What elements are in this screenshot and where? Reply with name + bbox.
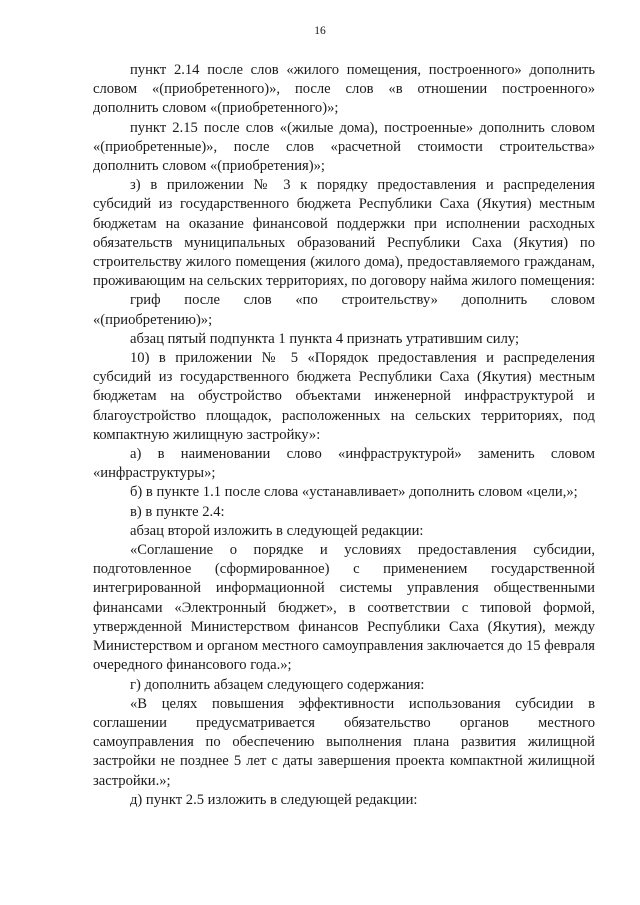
paragraph: абзац пятый подпункта 1 пункта 4 признать утратившим силу;	[130, 330, 520, 347]
paragraph: «В целях повышения эффективности использования субсидии в соглашении предусматривается обязательство органов местного самоуправления по обеспечению выполнения плана развития жилищной застройки не позднее 5 лет с даты завершения проекта компактной жилищной застройки.»;	[93, 695, 595, 789]
paragraph: з) в приложении № 3 к порядку предоставления и распределения субсидий из государственного бюджета Республики Саха (Якутия) местным бюджетам на оказание финансовой поддержки при исполнении расходных обязательств муниципальных образований Республики Саха (Якутия) по строительству жилого помещения (жилого дома), предоставляемого гражданам, проживающим на сельских территориях, по договору найма жилого помещения:	[93, 177, 596, 290]
paragraph: г) дополнить абзацем следующего содержания:	[130, 676, 425, 693]
paragraph: абзац второй изложить в следующей редакции:	[130, 522, 424, 539]
paragraph: а) в наименовании слово «инфраструктурой» заменить словом «инфраструктуры»;	[93, 446, 595, 482]
paragraph: пункт 2.15 после слов «(жилые дома), построенные» дополнить словом «(приобретенные)», после слов «расчетной стоимости строительства» дополнить словом «(приобретения)»;	[93, 119, 595, 175]
paragraph: в) в пункте 2.4:	[130, 503, 225, 520]
paragraph: 10) в приложении № 5 «Порядок предоставления и распределения субсидий из государственного бюджета Республики Саха (Якутия) местным бюджетам на обустройство объектами инженерной инфраструктурой и благоустройство площадок, расположенных на сельских территориях, под компактную жилищную застройку»:	[93, 350, 595, 443]
paragraph: «Соглашение о порядке и условиях предоставления субсидии, подготовленное (сформированное) с применением государственной интегрированной информационной системы управления общественными финансами «Электронный бюджет», в соответствии с типовой формой, утвержденной Министерством финансов Республики Саха (Якутия), между Министерством и органом местного самоуправления заключается до 15 февраля очередного финансового года.»;	[93, 542, 595, 674]
paragraph: гриф после слов «по строительству» дополнить словом «(приобретению)»;	[93, 292, 595, 328]
document-body	[93, 61, 595, 810]
paragraph: д) пункт 2.5 изложить в следующей редакции:	[130, 791, 418, 808]
paragraph: б) в пункте 1.1 после слова «устанавливает» дополнить словом «цели,»;	[130, 484, 578, 501]
paragraph: пункт 2.14 после слов «жилого помещения, построенного» дополнить словом «(приобретенного)», после слов «в отношении построенного» дополнить словом «(приобретенного)»;	[93, 62, 595, 117]
page-number: 16	[314, 25, 326, 37]
